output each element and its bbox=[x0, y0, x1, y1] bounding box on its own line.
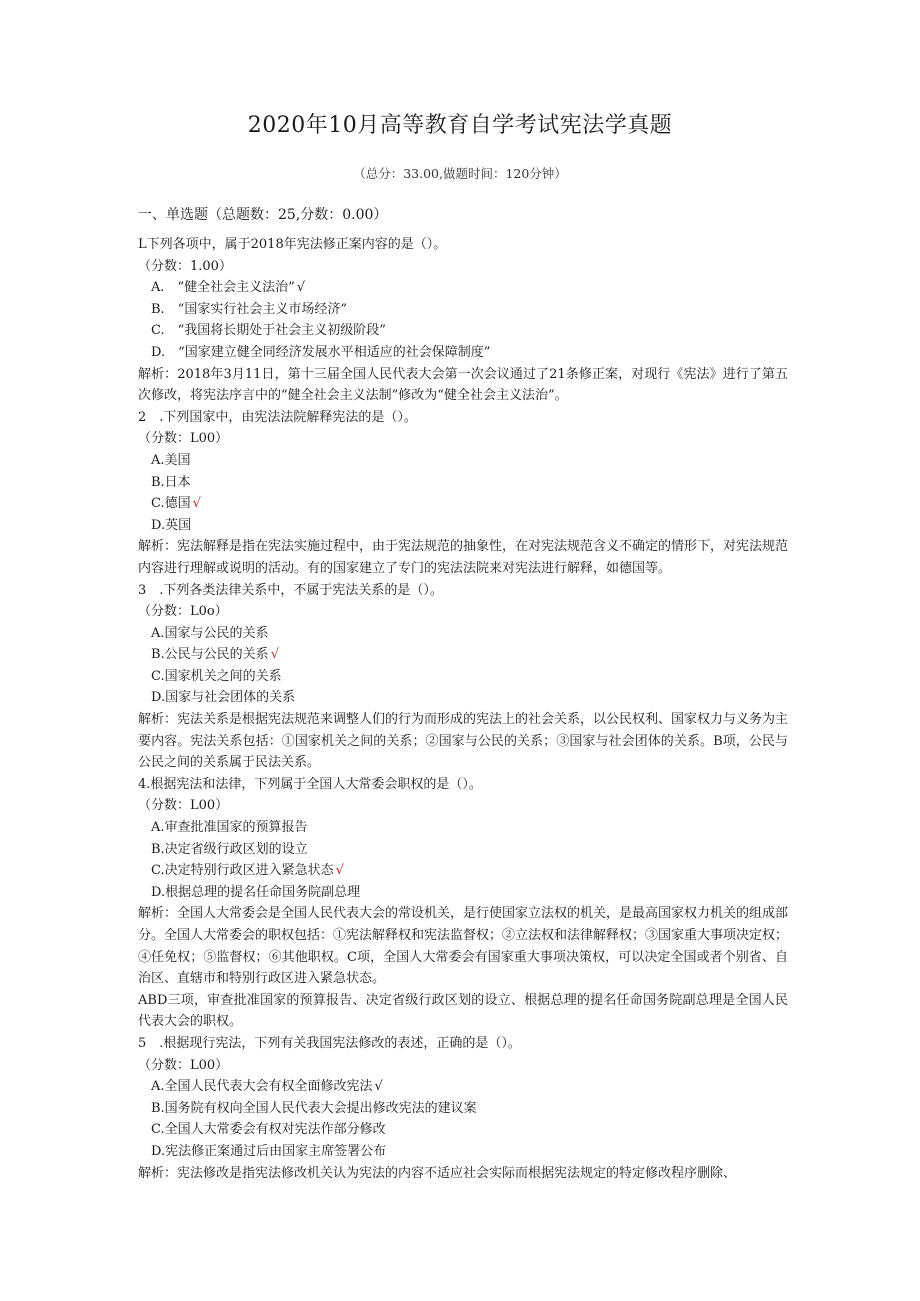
question-2 bbox=[138, 407, 788, 580]
correct-check-icon: √ bbox=[374, 1079, 383, 1095]
question-analysis: 解析：2018年3月11日，第十三届全国人民代表大会第一次会议通过了21条修正案，对现行《宪法》进行了第五次修改，将宪法序言中的“健全社会主义法制”修改为“健全社会主义法治”。 bbox=[138, 366, 788, 404]
question-score: （分数：L00） bbox=[138, 431, 229, 447]
option-text: C.决定特别行政区进入紧急状态 bbox=[151, 863, 334, 879]
option-text: D.国家与社会团体的关系 bbox=[151, 690, 296, 706]
option-c bbox=[138, 493, 788, 515]
question-stem: 3 .下列各类法律关系中，不属于宪法关系的是（）。 bbox=[138, 582, 443, 598]
option-text: B.决定省级行政区划的设立 bbox=[151, 841, 308, 857]
option-a bbox=[138, 450, 788, 472]
option-d bbox=[138, 687, 788, 709]
option-text: B. “国家实行社会主义市场经济” bbox=[151, 301, 347, 317]
correct-check-icon: √ bbox=[270, 647, 279, 663]
option-text: C.德国 bbox=[151, 496, 191, 512]
option-text: D.宪法修正案通过后由国家主席签署公布 bbox=[151, 1143, 387, 1159]
correct-check-icon: √ bbox=[335, 863, 344, 879]
exam-content bbox=[138, 204, 788, 1184]
option-b bbox=[138, 299, 788, 321]
option-d bbox=[138, 515, 788, 537]
page-title: 2020年10月高等教育自学考试宪法学真题 bbox=[247, 113, 673, 138]
question-analysis: 解析：全国人大常委会是全国人民代表大会的常设机关，是行使国家立法权的机关，是最高国家权力机关的组成部分。全国人大常委会的职权包括：①宪法解释权和宪法监督权；②立法权和法律解释权；③国家重大事项决定权；④任免权；⑤监督权；⑥其他职权。C项，全国人大常委会有国家重大事项决策权，可以决定全国或者个别省、自治区、直辖市和特别行政区进入紧急状态。 bbox=[138, 906, 789, 987]
option-c bbox=[138, 860, 788, 882]
option-text: C. “我国将长期处于社会主义初级阶段” bbox=[151, 323, 386, 339]
question-analysis-continued: ABD三项，审查批准国家的预算报告、决定省级行政区划的设立、根据总理的提名任命国务院副总理是全国人民代表大会的职权。 bbox=[138, 992, 788, 1030]
question-stem: L下列各项中，属于2018年宪法修正案内容的是（）。 bbox=[138, 237, 447, 252]
option-a bbox=[138, 1076, 788, 1098]
option-b bbox=[138, 472, 788, 494]
exam-info: （总分：33.00,做题时间：120分钟） bbox=[353, 166, 567, 181]
question-score: （分数：L00） bbox=[138, 1057, 229, 1073]
option-text: A. “健全社会主义法治” bbox=[151, 280, 295, 296]
option-a bbox=[138, 277, 788, 299]
option-text: B.日本 bbox=[151, 474, 191, 490]
option-c bbox=[138, 666, 788, 688]
option-b bbox=[138, 839, 788, 861]
question-analysis: 解析：宪法修改是指宪法修改机关认为宪法的内容不适应社会实际而根据宪法规定的特定修改程序删除、 bbox=[138, 1165, 737, 1181]
option-b bbox=[138, 644, 788, 666]
option-text: C.国家机关之间的关系 bbox=[151, 668, 282, 684]
question-1 bbox=[138, 234, 788, 407]
correct-check-icon: √ bbox=[192, 496, 201, 512]
question-stem: 5 .根据现行宪法，下列有关我国宪法修改的表述，正确的是（）。 bbox=[138, 1035, 521, 1051]
option-d bbox=[138, 882, 788, 904]
option-a bbox=[138, 817, 788, 839]
section-heading: 一、单选题（总题数：25,分数：0.00） bbox=[138, 207, 388, 223]
question-3 bbox=[138, 580, 788, 774]
question-score: （分数：L0o） bbox=[138, 604, 228, 620]
option-c bbox=[138, 320, 788, 342]
option-text: A.全国人民代表大会有权全面修改宪法 bbox=[151, 1079, 373, 1095]
question-score: （分数：1.00） bbox=[138, 258, 232, 274]
question-stem: 4.根据宪法和法律，下列属于全国人大常委会职权的是（）。 bbox=[138, 776, 482, 792]
option-b bbox=[138, 1098, 788, 1120]
question-5 bbox=[138, 1033, 788, 1184]
option-text: D. “国家建立健全同经济发展水平相适应的社会保障制度” bbox=[151, 344, 491, 360]
option-d bbox=[138, 1141, 788, 1163]
question-analysis: 解析：宪法关系是根据宪法规范来调整人们的行为而形成的宪法上的社会关系，以公民权利、国家权力与义务为主要内容。宪法关系包括：①国家机关之间的关系；②国家与公民的关系；③国家与社会团体的关系。B项，公民与公民之间的关系属于民法关系。 bbox=[138, 712, 789, 771]
option-text: A.美国 bbox=[151, 452, 191, 468]
option-text: C.全国人大常委会有权对宪法作部分修改 bbox=[151, 1122, 386, 1138]
option-c bbox=[138, 1119, 788, 1141]
option-text: A.审查批准国家的预算报告 bbox=[151, 820, 308, 836]
question-stem: 2 .下列国家中，由宪法法院解释宪法的是（）。 bbox=[138, 409, 417, 425]
question-4 bbox=[138, 774, 788, 1033]
option-text: A.国家与公民的关系 bbox=[151, 625, 269, 641]
option-text: D.英国 bbox=[151, 517, 192, 533]
option-text: D.根据总理的提名任命国务院副总理 bbox=[151, 884, 361, 900]
question-score: （分数：L00） bbox=[138, 798, 229, 814]
option-text: B.国务院有权向全国人民代表大会提出修改宪法的建议案 bbox=[151, 1100, 477, 1116]
option-text: B.公民与公民的关系 bbox=[151, 647, 269, 663]
option-a bbox=[138, 623, 788, 645]
option-d bbox=[138, 342, 788, 364]
question-analysis: 解析：宪法解释是指在宪法实施过程中，由于宪法规范的抽象性，在对宪法规范含义不确定的情形下，对宪法规范内容进行理解或说明的活动。有的国家建立了专门的宪法法院来对宪法进行解释，如德国等。 bbox=[138, 539, 789, 576]
correct-check-icon: √ bbox=[296, 280, 306, 296]
